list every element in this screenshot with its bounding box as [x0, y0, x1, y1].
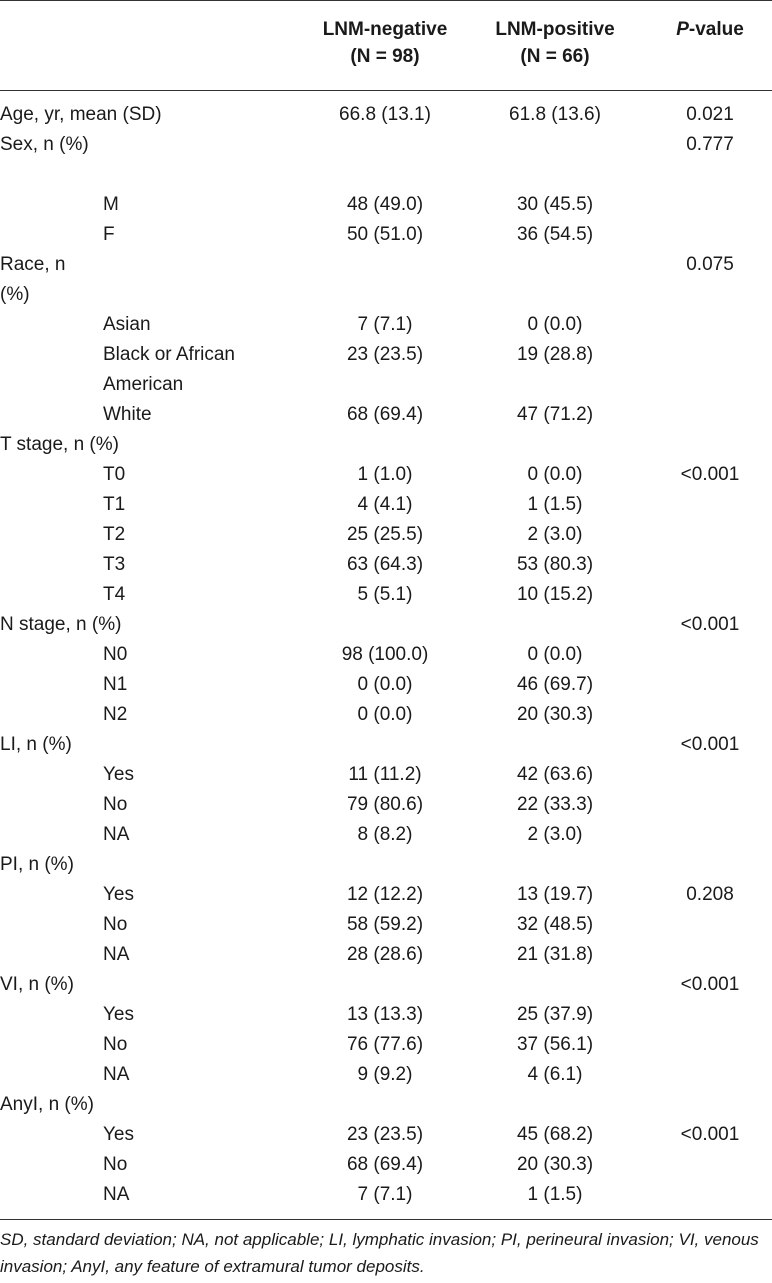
table-row — [0, 1000, 772, 1030]
header-lnm-negative-count: (N = 98) — [350, 46, 420, 67]
table-row — [0, 340, 772, 400]
row-label: T2 — [103, 524, 126, 545]
cell-lnm-negative: 63 (64.3) — [346, 554, 424, 575]
table-row — [0, 550, 772, 580]
table-row — [0, 430, 772, 460]
row-label: AnyI, n (%) — [0, 1094, 94, 1115]
table-row — [0, 760, 772, 790]
row-label: NA — [103, 944, 130, 965]
table-footnote: SD, standard deviation; NA, not applicable; LI, lymphatic invasion; PI, perineural invasion; VI, venous invasion; AnyI, any feature of extramural tumor deposits. — [0, 1230, 759, 1276]
cell-lnm-negative: 28 (28.6) — [346, 944, 424, 965]
row-label: VI, n (%) — [0, 974, 74, 995]
cell-lnm-positive: 0 (0.0) — [527, 314, 583, 335]
cell-p-value: <0.001 — [680, 464, 740, 485]
table-row — [0, 970, 772, 1000]
row-label: Age, yr, mean (SD) — [0, 104, 162, 125]
table-body — [0, 100, 772, 1210]
table-row — [0, 100, 772, 130]
cell-lnm-negative: 50 (51.0) — [346, 224, 424, 245]
table-row — [0, 850, 772, 880]
table-row — [0, 190, 772, 220]
cell-lnm-positive: 42 (63.6) — [516, 764, 594, 785]
row-label: NA — [103, 1064, 130, 1085]
header-rule — [0, 90, 772, 91]
row-label: Race, n (%) — [0, 254, 66, 305]
cell-p-value: <0.001 — [680, 614, 740, 635]
row-label: Sex, n (%) — [0, 134, 89, 155]
cell-p-value: 0.075 — [686, 254, 734, 275]
table-row — [0, 1150, 772, 1180]
cell-lnm-negative: 0 (0.0) — [357, 704, 413, 725]
cell-lnm-positive: 30 (45.5) — [516, 194, 594, 215]
table-row — [0, 610, 772, 640]
cell-lnm-negative: 23 (23.5) — [346, 1124, 424, 1145]
cell-lnm-positive: 21 (31.8) — [516, 944, 594, 965]
cell-lnm-negative: 4 (4.1) — [357, 494, 413, 515]
row-label: F — [103, 224, 115, 245]
header-lnm-positive-count: (N = 66) — [520, 46, 590, 67]
table-row — [0, 670, 772, 700]
cell-lnm-positive: 20 (30.3) — [516, 1154, 594, 1175]
header-lnm-negative-title: LNM-negative — [322, 19, 448, 40]
cell-lnm-positive: 32 (48.5) — [516, 914, 594, 935]
cell-lnm-positive: 0 (0.0) — [527, 464, 583, 485]
header-p-rest: -value — [688, 19, 744, 40]
table-row — [0, 790, 772, 820]
row-label: Asian — [103, 314, 151, 335]
table-row — [0, 1060, 772, 1090]
row-label: N0 — [103, 644, 128, 665]
table-row — [0, 1180, 772, 1210]
cell-lnm-negative: 7 (7.1) — [357, 314, 413, 335]
cell-p-value: <0.001 — [680, 734, 740, 755]
table-row — [0, 640, 772, 670]
cell-lnm-negative: 68 (69.4) — [346, 1154, 424, 1175]
cell-lnm-negative: 98 (100.0) — [341, 644, 429, 665]
cell-lnm-negative: 11 (11.2) — [348, 764, 422, 785]
table-row — [0, 580, 772, 610]
table-row — [0, 1030, 772, 1060]
row-label: N1 — [103, 674, 128, 695]
row-label: Black or African American — [103, 344, 235, 395]
cell-p-value: 0.021 — [686, 104, 734, 125]
cell-lnm-positive: 1 (1.5) — [527, 494, 583, 515]
cell-lnm-positive: 37 (56.1) — [516, 1034, 594, 1055]
header-lnm-positive — [470, 16, 640, 70]
row-label: N2 — [103, 704, 128, 725]
cell-p-value: 0.208 — [686, 884, 734, 905]
header-p-value — [660, 16, 760, 43]
cell-lnm-positive: 13 (19.7) — [516, 884, 594, 905]
cell-lnm-positive: 19 (28.8) — [516, 344, 594, 365]
cell-lnm-negative: 1 (1.0) — [357, 464, 413, 485]
table-row — [0, 400, 772, 430]
row-label: M — [103, 194, 119, 215]
cell-lnm-negative: 7 (7.1) — [357, 1184, 413, 1205]
row-label: T0 — [103, 464, 126, 485]
cell-lnm-positive: 53 (80.3) — [516, 554, 594, 575]
table-row — [0, 880, 772, 910]
row-label: T stage, n (%) — [0, 434, 119, 455]
row-label: LI, n (%) — [0, 734, 72, 755]
cell-lnm-positive: 45 (68.2) — [516, 1124, 594, 1145]
cell-p-value: 0.777 — [686, 134, 734, 155]
cell-lnm-negative: 8 (8.2) — [357, 824, 413, 845]
header-p-italic: P — [676, 19, 689, 40]
table-header — [0, 0, 772, 90]
cell-lnm-positive: 61.8 (13.6) — [509, 104, 601, 125]
table-row — [0, 490, 772, 520]
row-label: Yes — [103, 1124, 134, 1145]
table-row — [0, 940, 772, 970]
table-row — [0, 130, 772, 190]
header-lnm-positive-title: LNM-positive — [495, 19, 615, 40]
table-row — [0, 910, 772, 940]
row-label: Yes — [103, 884, 134, 905]
row-label: T1 — [103, 494, 126, 515]
cell-lnm-negative: 5 (5.1) — [357, 584, 413, 605]
cell-lnm-positive: 47 (71.2) — [516, 404, 594, 425]
row-label: Yes — [103, 764, 134, 785]
cell-lnm-positive: 25 (37.9) — [516, 1004, 594, 1025]
cell-lnm-positive: 2 (3.0) — [527, 524, 583, 545]
cell-lnm-positive: 0 (0.0) — [527, 644, 583, 665]
row-label: T4 — [103, 584, 126, 605]
cell-lnm-negative: 25 (25.5) — [346, 524, 424, 545]
row-label: NA — [103, 1184, 130, 1205]
cell-lnm-negative: 13 (13.3) — [346, 1004, 424, 1025]
table-row — [0, 1120, 772, 1150]
row-label: PI, n (%) — [0, 854, 74, 875]
cell-lnm-negative: 66.8 (13.1) — [339, 104, 431, 125]
cell-p-value: <0.001 — [680, 974, 740, 995]
table-row — [0, 730, 772, 760]
table-row — [0, 520, 772, 550]
cell-lnm-positive: 36 (54.5) — [516, 224, 594, 245]
cell-lnm-positive: 10 (15.2) — [516, 584, 594, 605]
row-label: No — [103, 914, 128, 935]
table-row — [0, 250, 772, 310]
cell-p-value: <0.001 — [680, 1124, 740, 1145]
bottom-rule — [0, 1219, 772, 1220]
row-label: NA — [103, 824, 130, 845]
cell-lnm-positive: 1 (1.5) — [527, 1184, 583, 1205]
cell-lnm-negative: 76 (77.6) — [346, 1034, 424, 1055]
table-row — [0, 700, 772, 730]
cell-lnm-positive: 22 (33.3) — [516, 794, 594, 815]
table-row — [0, 460, 772, 490]
header-lnm-negative — [300, 16, 470, 70]
cell-lnm-positive: 20 (30.3) — [516, 704, 594, 725]
row-label: N stage, n (%) — [0, 614, 122, 635]
cell-lnm-negative: 68 (69.4) — [346, 404, 424, 425]
cell-lnm-positive: 46 (69.7) — [516, 674, 594, 695]
table-row — [0, 820, 772, 850]
row-label: White — [103, 404, 152, 425]
cell-lnm-positive: 4 (6.1) — [527, 1064, 583, 1085]
cell-lnm-negative: 79 (80.6) — [346, 794, 424, 815]
cell-lnm-negative: 9 (9.2) — [357, 1064, 413, 1085]
cell-lnm-negative: 12 (12.2) — [346, 884, 424, 905]
cell-lnm-negative: 0 (0.0) — [357, 674, 413, 695]
row-label: No — [103, 1034, 128, 1055]
row-label: Yes — [103, 1004, 134, 1025]
table-row — [0, 1090, 772, 1120]
cell-lnm-negative: 23 (23.5) — [346, 344, 424, 365]
row-label: T3 — [103, 554, 126, 575]
row-label: No — [103, 1154, 128, 1175]
table-row — [0, 310, 772, 340]
table-row — [0, 220, 772, 250]
cell-lnm-negative: 48 (49.0) — [346, 194, 424, 215]
cell-lnm-positive: 2 (3.0) — [527, 824, 583, 845]
row-label: No — [103, 794, 128, 815]
cell-lnm-negative: 58 (59.2) — [346, 914, 424, 935]
